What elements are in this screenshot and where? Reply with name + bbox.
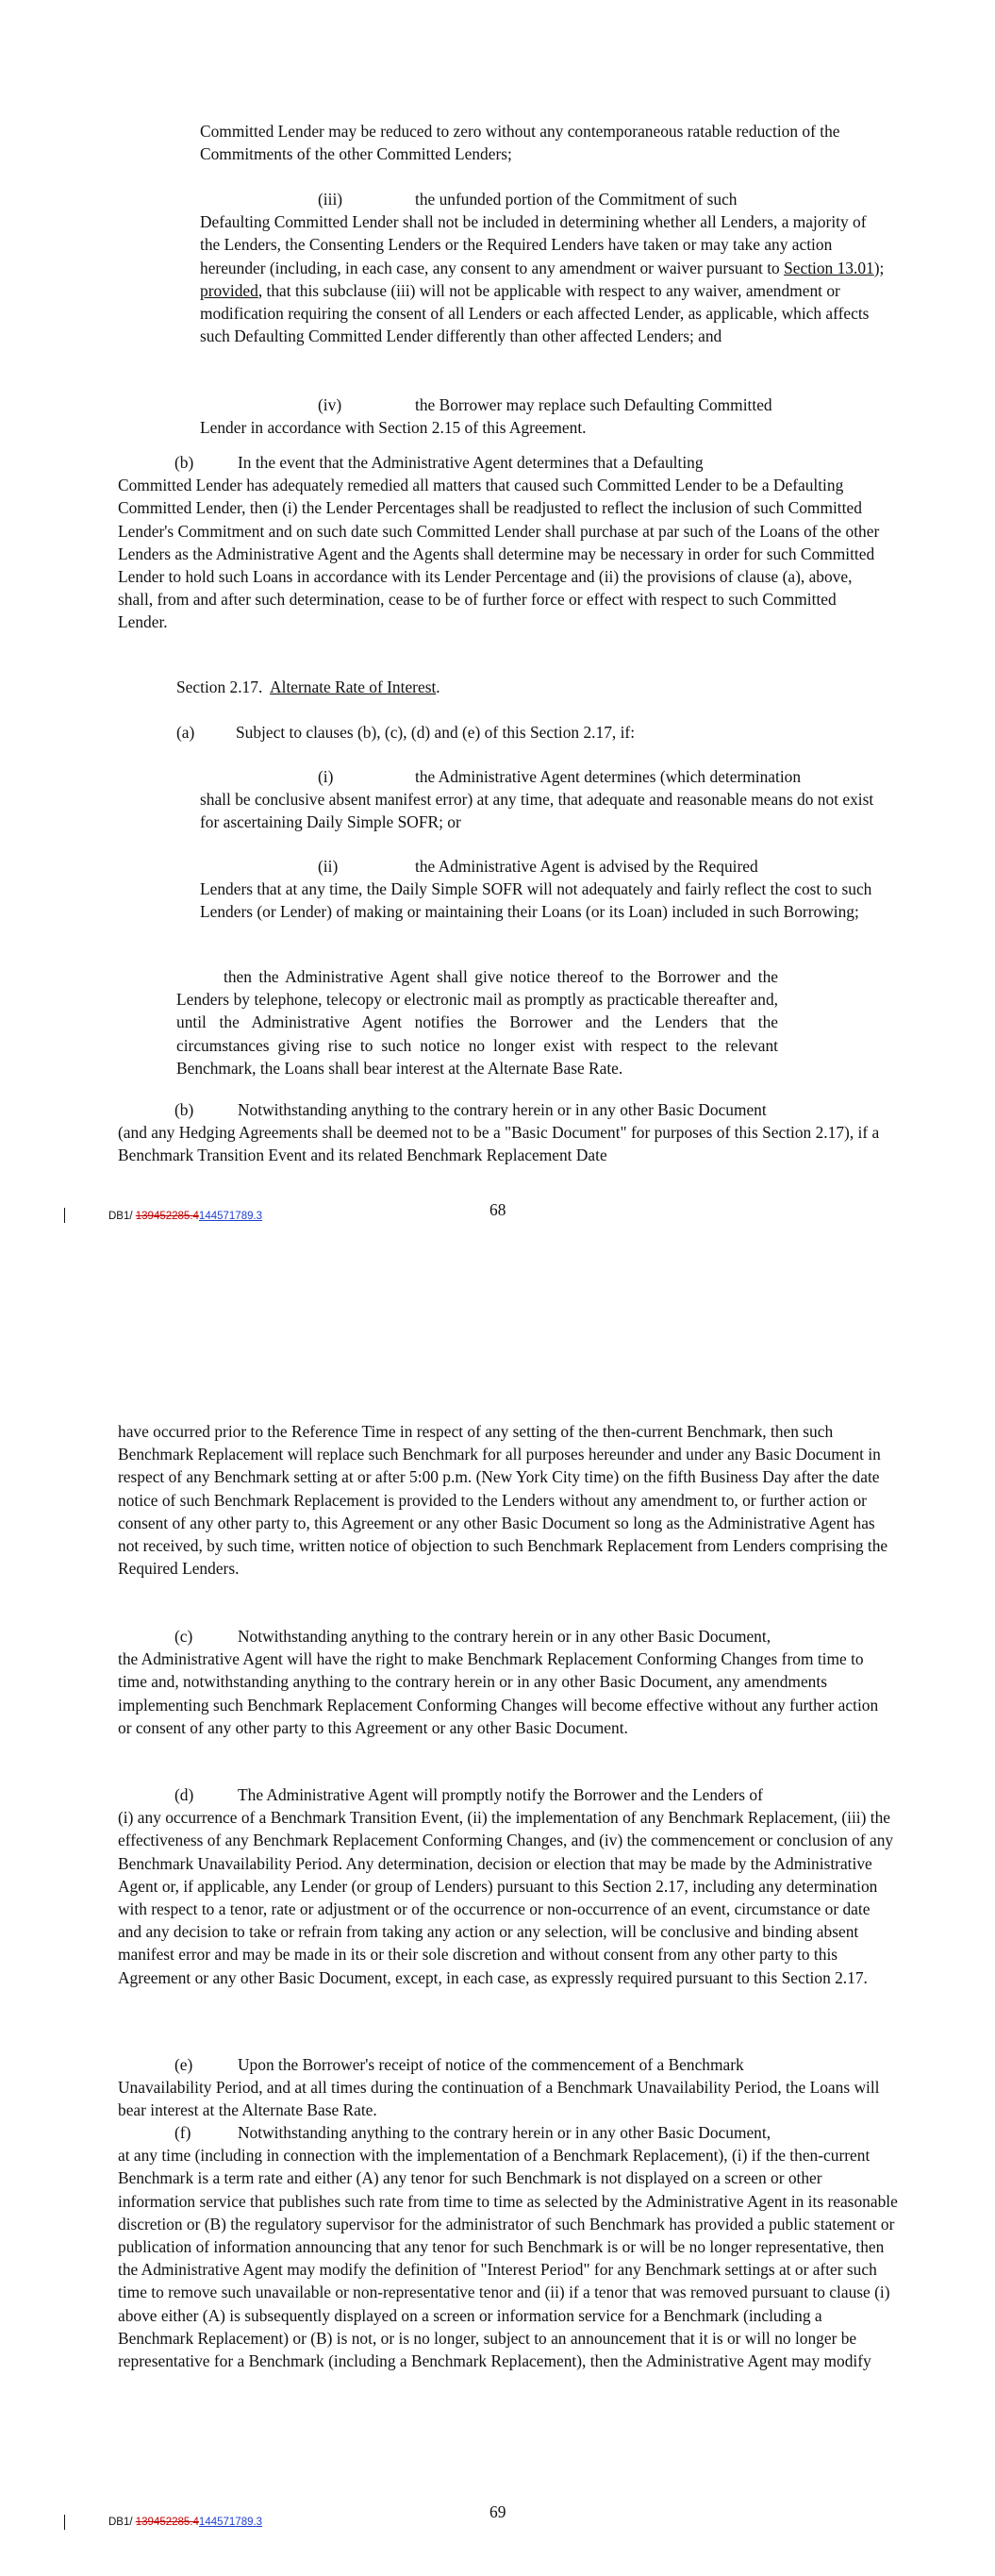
deleted-document-id: 139452285.4 (135, 2517, 199, 2528)
paragraph-label: (c) (174, 1627, 193, 1646)
paragraph-text: Committed Lender has adequately remedied all matters that caused such Committed Lender to be a Defaulting Committed Lender, then (i) the Lender Percentages shall be readjusted to reflect the inclusion of such Committed Lender's Commitment and on such date such Committed Lender shall purchase at par such of the Loans of the other Lenders as the Administrative Agent and the Agents shall determine may be necessary in order for such Committed Lender to hold such Loans in accordance with its Lender Percentage and (ii) the provisions of clause (a), above, shall, from and after such determination, cease to be of further force or effect with respect to such Committed Lender. (118, 476, 880, 632)
inserted-document-id: 144571789.3 (198, 1211, 263, 1222)
clause-first-line: the unfunded portion of the Commitment of such (415, 190, 738, 209)
section-heading: Section 2.17. Alternate Rate of Interest. (176, 677, 440, 696)
paragraph-c (118, 1625, 893, 1739)
paragraph-label: (d) (174, 1785, 194, 1804)
section-number: Section 2.17. (176, 677, 263, 696)
clause-text: Lenders that at any time, the Daily Simple SOFR will not adequately and fairly reflect the cost to such Lenders (or Lender) of making or maintaining their Loans (or its Loan) included in such Borrowing; (200, 879, 872, 922)
paragraph-f (118, 2121, 901, 2372)
paragraph-first-line: Notwithstanding anything to the contrary herein or in any other Basic Document, (238, 1627, 771, 1646)
paragraph-d (118, 1783, 896, 1989)
paragraph-text: the Administrative Agent will have the right to make Benchmark Replacement Conforming Changes from time to time and, notwithstanding anything to the contrary herein or in any other Basic Document, any amendments implementing such Benchmark Replacement Conforming Changes will become effective without any further action or consent of any other party to this Agreement or any other Basic Document. (118, 1649, 879, 1737)
clause-first-line: the Administrative Agent is advised by the Required (415, 857, 758, 876)
page-number: 69 (489, 2502, 506, 2521)
paragraph-e (118, 2053, 889, 2122)
paragraph-first-line: In the event that the Administrative Agent determines that a Defaulting (238, 453, 704, 472)
paragraph-first-line: Notwithstanding anything to the contrary herein or in any other Basic Document, (238, 2123, 771, 2142)
page-number: 68 (489, 1200, 506, 1219)
clause-first-line: the Administrative Agent determines (which determination (415, 767, 802, 786)
section-reference-link[interactable]: Section 13.01 (784, 258, 874, 277)
paragraph-label: (f) (174, 2123, 191, 2142)
inserted-document-id: 144571789.3 (198, 2517, 263, 2528)
paragraph-label: (b) (174, 453, 194, 472)
paragraph-text: (and any Hedging Agreements shall be deemed not to be a "Basic Document" for purposes of this Section 2.17), if a Benchmark Transition Event and its related Benchmark Replacement Date (118, 1123, 880, 1165)
paragraph-first-line: Notwithstanding anything to the contrary herein or in any other Basic Document (238, 1100, 767, 1119)
clause-label: (iii) (318, 190, 343, 209)
clause-text: Lender in accordance with Section 2.15 of this Agreement. (200, 418, 587, 438)
provided-term: provided (200, 280, 258, 300)
paragraph-label: (a) (176, 723, 195, 742)
clause-label: (iv) (318, 395, 342, 414)
paragraph-first-line: Upon the Borrower's receipt of notice of the commencement of a Benchmark (238, 2055, 744, 2074)
paragraph-text: (i) any occurrence of a Benchmark Transition Event, (ii) the implementation of any Benchmark Replacement, (iii) the effectiveness of any Benchmark Replacement Conforming Changes, and (iv) the commencement or conclusion of any Benchmark Unavailability Period. Any determination, decision or election that may be made by the Administrative Agent or, if applicable, any Lender (or group of Lenders) pursuant to this Section 2.17, including any determination with respect to a tenor, rate or adjustment or of the occurrence or non-occurrence of an event, circumstance or date and any decision to take or refrain from taking any action or any selection, will be conclusive and binding absent manifest error and may be made in its or their sole discretion and without consent from any other party to this Agreement or any other Basic Document, except, in each case, as expressly required pursuant to this Section 2.17. (118, 1808, 894, 1987)
clause-first-line: the Borrower may replace such Defaulting Committed (415, 395, 772, 414)
paragraph-text: at any time (including in connection with the implementation of a Benchmark Replacement), (i) if the then-current Benchmark is a term rate and either (A) any tenor for such Benchmark is not displayed on a screen or other information service that publishes such rate from time to time as selected by the Administrative Agent in its reasonable discretion or (B) the regulatory supervisor for the administrator of such Benchmark has provided a public statement or publication of information announcing that any tenor for such Benchmark is or will be no longer representative, then the Administrative Agent may modify the definition of "Interest Period" for any Benchmark settings at or after such time to remove such unavailable or non-representative tenor and (ii) if a tenor that was removed pursuant to clause (i) above either (A) is subsequently displayed on a screen or information service for a Benchmark (including a Benchmark Replacement) or (B) is not, or is no longer, subject to an announcement that it is or will no longer be representative for a Benchmark (including a Benchmark Replacement), then the Administrative Agent may modify (118, 2146, 898, 2371)
section-title: Alternate Rate of Interest (270, 677, 437, 696)
paragraph-label: (e) (174, 2055, 193, 2074)
clause-label: (ii) (318, 857, 339, 876)
clause-text: shall be conclusive absent manifest error) at any time, that adequate and reasonable means do not exist for ascertaining Daily Simple SOFR; or (200, 790, 874, 832)
clause-text: Defaulting Committed Lender shall not be included in determining whether all Lenders, a majority of the Lenders, the Consenting Lenders or the Required Lenders have taken or may take any action hereunder (including, in each case, any consent to any amendment or waiver pursuant to (200, 212, 867, 277)
paragraph-text: Unavailability Period, and at all times during the continuation of a Benchmark Unavailability Period, the Loans will bear interest at the Alternate Base Rate. (118, 2078, 880, 2120)
document-id-footer: DB1/ 139452285.4144571789.3 (108, 2517, 263, 2528)
paragraph-first-line: The Administrative Agent will promptly notify the Borrower and the Lenders of (238, 1785, 763, 1804)
continuation-paragraph: have occurred prior to the Reference Time in respect of any setting of the then-current Benchmark, then such Benchmark Replacement will replace such Benchmark for all purposes hereunder and under any Basic Document in respect of any Benchmark setting at or after 5:00 p.m. (New York City time) on the fifth Business Day after the date notice of such Benchmark Replacement is provided to the Lenders without any amendment to, or further action or consent of any other party to, this Agreement or any other Basic Document so long as the Administrative Agent has not received, by such time, written notice of objection to such Benchmark Replacement from Lenders comprising the Required Lenders. (118, 1422, 888, 1579)
clause-iii: (iii) the unfunded portion of the Commitment of such Defaulting Committed Lender shall not be included in determining whether all Lenders, a majority of the Lenders, the Consenting Lenders or the Required Lenders have taken or may take any action hereunder (including, in each case, any consent to any amendment or waiver pursuant to Section 13.01); provided, that this subclause (iii) will not be applicable with respect to any waiver, amendment or modification requiring the consent of all Lenders or each affected Lender, as applicable, which affects such Defaulting Committed Lender differently than other affected Lenders; and (200, 190, 885, 346)
clause-label: (i) (318, 767, 334, 786)
paragraph-text: Subject to clauses (b), (c), (d) and (e) of this Section 2.17, if: (236, 723, 636, 742)
document-id-footer: DB1/ 139452285.4144571789.3 (108, 1211, 263, 1222)
paragraph-label: (b) (174, 1100, 194, 1119)
deleted-document-id: 139452285.4 (135, 1211, 199, 1222)
then-paragraph: then the Administrative Agent shall give notice thereof to the Borrower and the Lenders by telephone, telecopy or electronic mail as promptly as practicable thereafter and, until the Administrative Agent notifies the Borrower and the Lenders that the circumstances giving rise to such notice no longer exist with respect to the relevant Benchmark, the Loans shall bear interest at the Alternate Base Rate. (176, 967, 778, 1078)
continuation-paragraph: Committed Lender may be reduced to zero without any contemporaneous ratable reduction of the Commitments of the other Committed Lenders; (200, 122, 840, 164)
change-bar (64, 2515, 65, 2530)
